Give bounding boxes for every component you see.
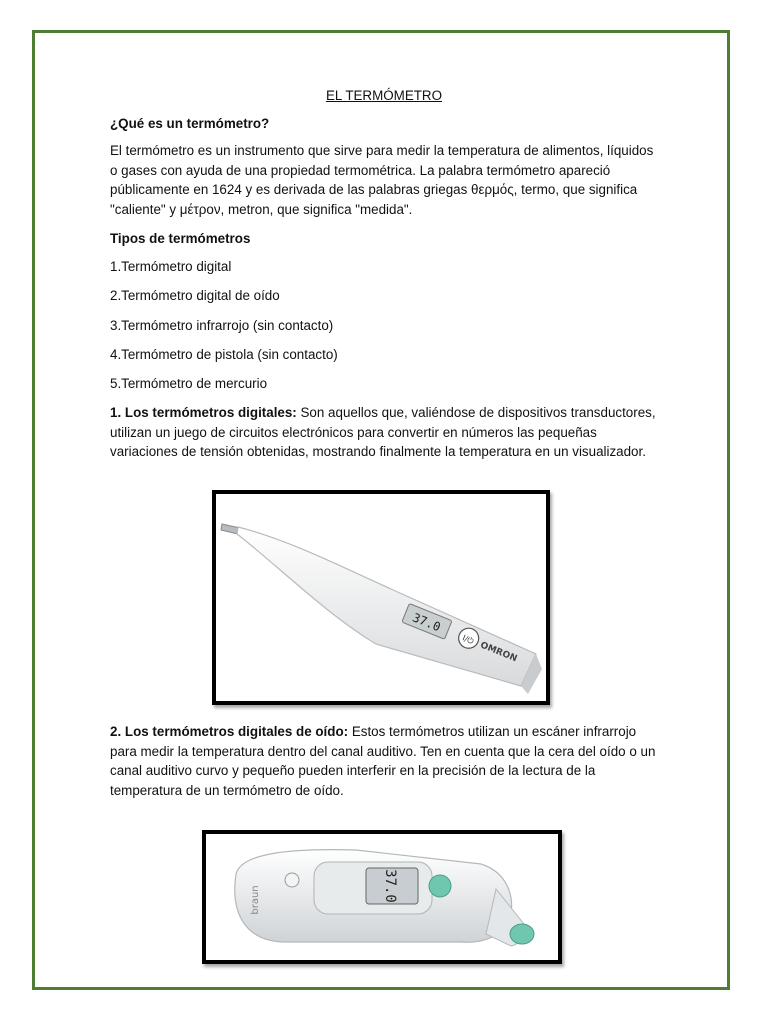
type-item: 3.Termómetro infrarrojo (sin contacto) [110, 317, 334, 333]
digital-thermometer-image [212, 490, 550, 705]
braun-logo: braun [250, 885, 261, 915]
digital-thermometer-illustration [216, 494, 546, 701]
type-item: 2.Termómetro digital de oído [110, 288, 280, 304]
types-heading: Tipos de termómetros [110, 230, 251, 246]
section1-heading: 1. Los termómetros digitales: [110, 405, 297, 421]
power-button-label: I/⏻ [461, 633, 476, 646]
section1-text: Son aquellos que, valiéndose de dispositivos transductores, utilizan un juego de circuitos electrónicos para convertir en números las pequeñas variaciones de tensión obtenidas, mostrando finalmente la temperatura en un visualizador. [110, 405, 656, 460]
question-heading: ¿Qué es un termómetro? [110, 115, 270, 131]
display-reading: 37.0 [410, 610, 443, 635]
display-reading: 37.0 [382, 869, 398, 903]
measure-button-icon [429, 875, 451, 897]
document-body [110, 86, 658, 471]
ear-thermometer-illustration [206, 834, 558, 960]
section2-text: Estos termómetros utilizan un escáner infrarrojo para medir la temperatura dentro del canal auditivo. Ten en cuenta que la cera del oído o un canal auditivo curvo y pequeño pueden interferir en la precisión de la lectura de la temperatura de un termómetro de oído. [110, 724, 656, 798]
probe-tip-icon [510, 924, 534, 944]
section1-paragraph [110, 403, 658, 462]
intro-paragraph: El termómetro es un instrumento que sirve para medir la temperatura de alimentos, líquidos o gases con ayuda de una propiedad termométrica. La palabra termómetro apareció públicamente en 1624 y es derivada de las palabras griegas θερμός, termo, que significa "caliente" y μέτρον, metron, que significa "medida". [110, 143, 654, 217]
section2-paragraph [110, 722, 658, 800]
type-item: 1.Termómetro digital [110, 259, 232, 275]
power-button-icon [285, 873, 299, 887]
document-title: EL TERMÓMETRO [325, 88, 443, 103]
brand-logo: OMRON [478, 640, 519, 665]
type-item: 4.Termómetro de pistola (sin contacto) [110, 346, 338, 362]
type-item: 5.Termómetro de mercurio [110, 375, 268, 391]
ear-thermometer-image [202, 830, 562, 964]
section2-heading: 2. Los termómetros digitales de oído: [110, 724, 349, 739]
section2-block [110, 722, 658, 809]
